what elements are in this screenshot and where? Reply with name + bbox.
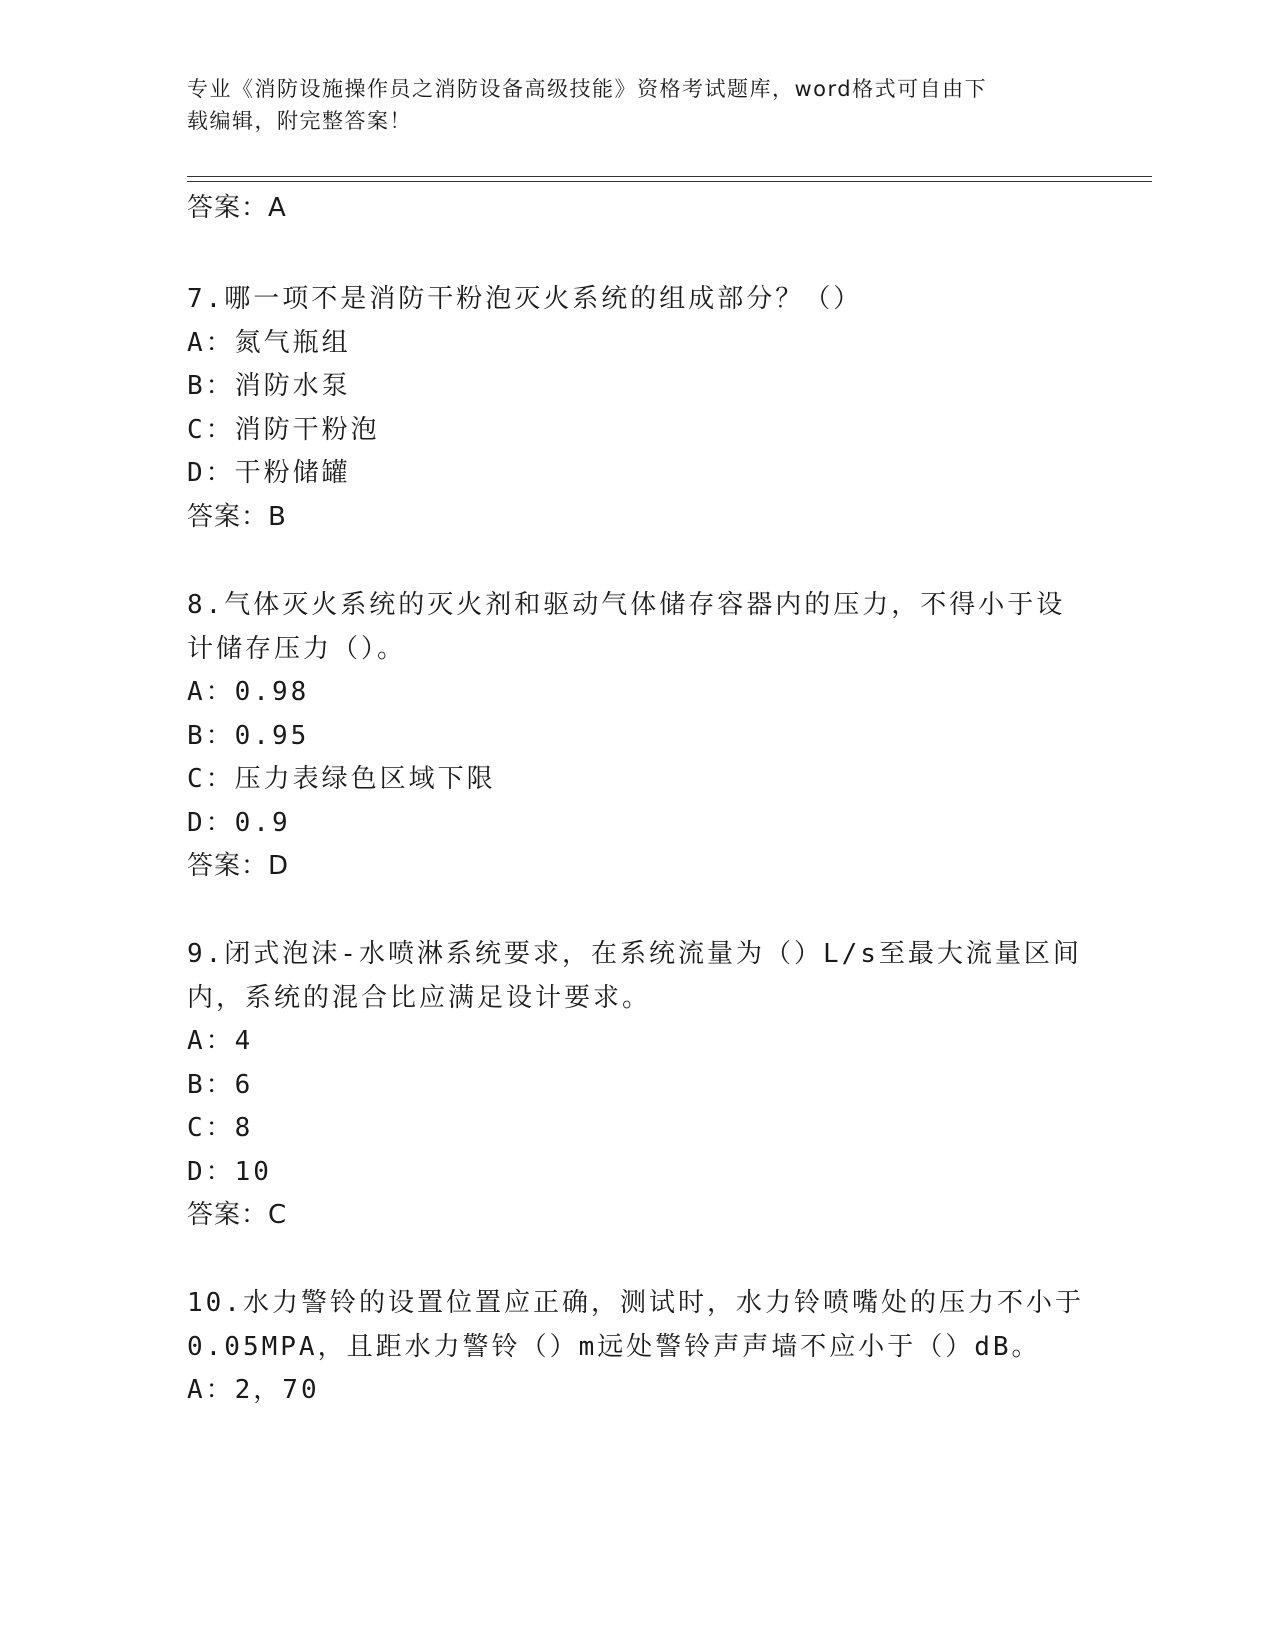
question-9-stem-line-2: 内，系统的混合比应满足设计要求。 [187, 983, 652, 1013]
question-8-option-c: C：压力表绿色区域下限 [187, 764, 496, 794]
header-line-2: 载编辑，附完整答案！ [187, 109, 412, 133]
question-8-option-a: A：0.98 [187, 677, 310, 707]
question-8-option-d: D：0.9 [187, 808, 291, 838]
question-7-option-b: B：消防水泵 [187, 371, 351, 401]
question-7-option-d: D：干粉储罐 [187, 458, 351, 488]
question-10-option-a: A：2，70 [187, 1375, 320, 1405]
header-divider-top [187, 176, 1152, 177]
question-8-option-b: B：0.95 [187, 721, 310, 751]
answer-q9: 答案：C [187, 1200, 288, 1230]
header-divider-bottom [187, 181, 1152, 182]
question-9-option-c: C：8 [187, 1113, 254, 1143]
question-9-option-a: A：4 [187, 1026, 254, 1056]
question-7-stem: 7.哪一项不是消防干粉泡灭火系统的组成部分？（） [187, 284, 863, 314]
answer-q7: 答案：B [187, 502, 287, 532]
question-10-stem-line-1: 10.水力警铃的设置位置应正确，测试时，水力铃喷嘴处的压力不小于 [187, 1288, 1084, 1318]
question-7-option-c: C：消防干粉泡 [187, 415, 380, 445]
question-9-stem-line-1: 9.闭式泡沫-水喷淋系统要求，在系统流量为（）L/s至最大流量区间 [187, 939, 1082, 969]
question-8-stem-line-1: 8.气体灭火系统的灭火剂和驱动气体储存容器内的压力，不得小于设 [187, 590, 1066, 620]
answer-q8: 答案：D [187, 851, 290, 881]
question-9-option-b: B：6 [187, 1070, 254, 1100]
document-header [187, 73, 1067, 137]
header-line-1: 专业《消防设施操作员之消防设备高级技能》资格考试题库，word格式可自由下 [187, 77, 988, 101]
answer-q6: 答案：A [187, 193, 287, 223]
question-7-option-a: A：氮气瓶组 [187, 328, 351, 358]
question-10-stem-line-2: 0.05MPA，且距水力警铃（）m远处警铃声声墙不应小于（）dB。 [187, 1332, 1041, 1362]
question-9-option-d: D：10 [187, 1157, 272, 1187]
question-8-stem-line-2: 计储存压力（）。 [187, 634, 407, 664]
